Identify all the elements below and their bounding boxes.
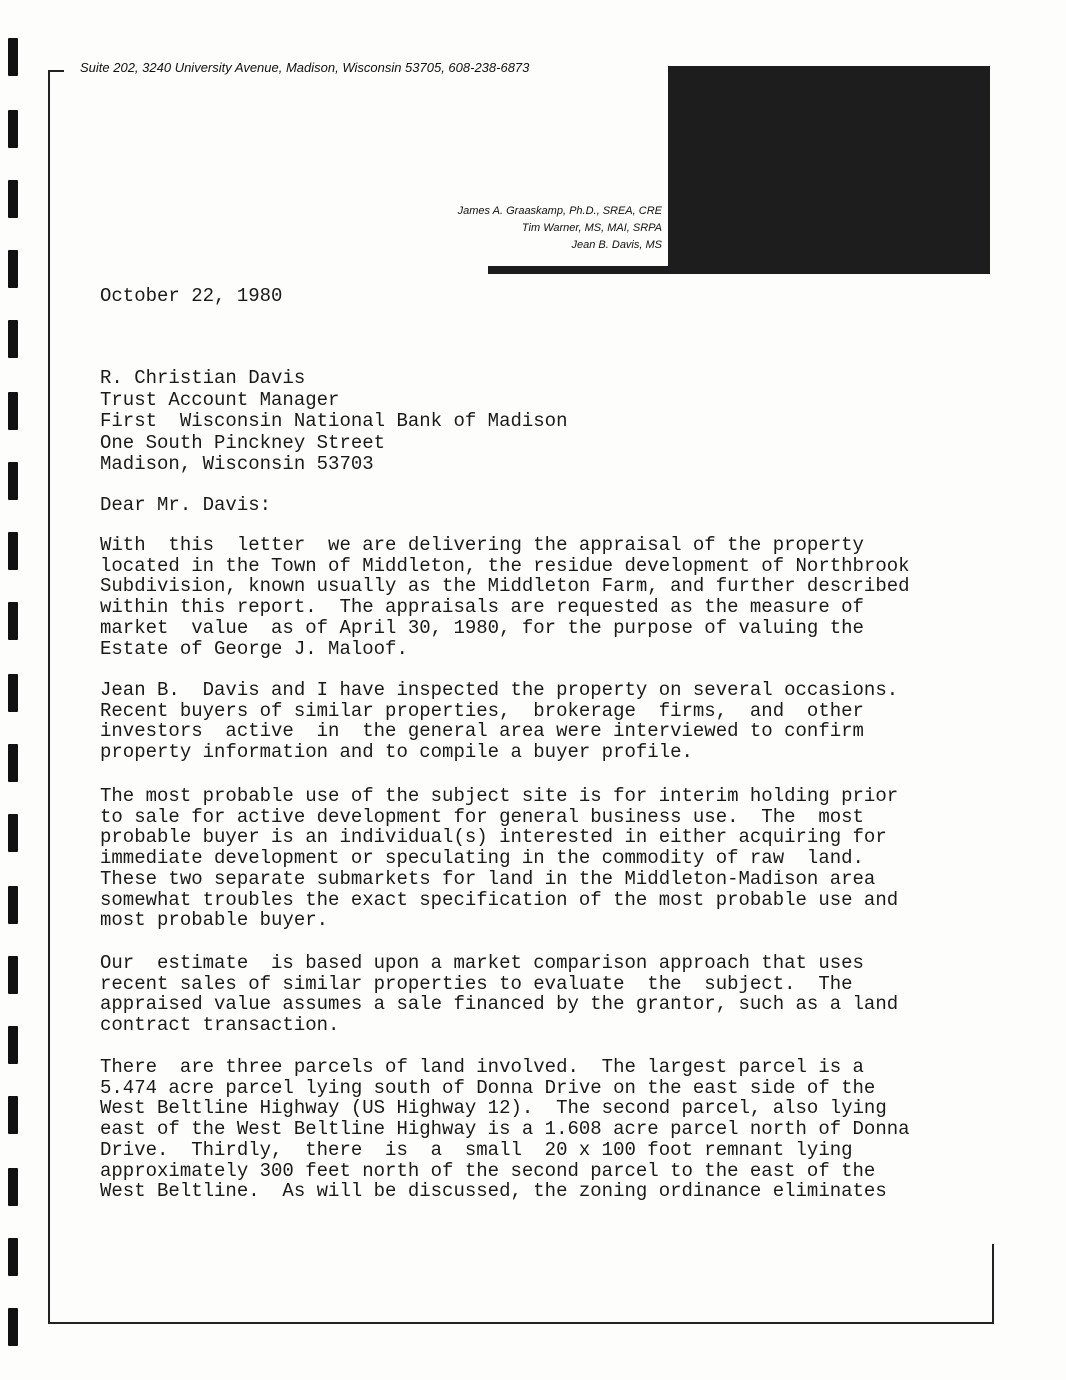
binder-hole [8, 674, 18, 712]
binder-hole [8, 814, 18, 852]
paragraph-line: appraised value assumes a sale financed by the grantor, such as a land [100, 993, 899, 1016]
paragraph-line: east of the West Beltline Highway is a 1.608 acre parcel north of Donna [100, 1118, 910, 1141]
binder-hole [8, 956, 18, 994]
letterhead-logo [668, 66, 990, 274]
binder-hole [8, 320, 18, 358]
addressee-line: Trust Account Manager [100, 388, 340, 411]
paragraph-parcels [100, 1057, 910, 1202]
paragraph-line: immediate development or speculating in the commodity of raw land. [100, 847, 864, 870]
addressee-line: One South Pinckney Street [100, 431, 386, 454]
paragraph-line: probable buyer is an individual(s) interested in either acquiring for [100, 826, 887, 849]
frame-top-rule [48, 70, 64, 72]
binder-hole [8, 250, 18, 288]
paragraph-line: to sale for active development for general business use. The most [100, 805, 864, 828]
paragraph-line: contract transaction. [100, 1014, 340, 1037]
letter-date: October 22, 1980 [100, 285, 283, 307]
staff-name: Tim Warner, MS, MAI, SRPA [521, 222, 662, 234]
paragraph-line: 5.474 acre parcel lying south of Donna Drive on the east side of the [100, 1076, 876, 1099]
paragraph-line: Drive. Thirdly, there is a small 20 x 100 foot remnant lying [100, 1138, 853, 1161]
paragraph-line: West Beltline. As will be discussed, the zoning ordinance eliminates [100, 1180, 887, 1203]
paragraph-line: Our estimate is based upon a market comparison approach that uses [100, 952, 864, 974]
frame-bottom-rule [48, 1322, 994, 1324]
letterhead-address: Suite 202, 3240 University Avenue, Madison, Wisconsin 53705, 608-238-6873 [80, 60, 530, 75]
paragraph-line: somewhat troubles the exact specification of the most probable use and [100, 888, 899, 911]
paragraph-estimate [100, 953, 898, 1036]
addressee-line: Madison, Wisconsin 53703 [100, 453, 374, 475]
paragraph-line: recent sales of similar properties to evaluate the subject. The [100, 972, 853, 995]
paragraph-line: investors active in the general area were interviewed to confirm [100, 720, 864, 743]
letterhead-rule [488, 266, 670, 274]
paragraph-delivery [100, 535, 910, 659]
binder-hole [8, 1308, 18, 1346]
paragraph-line: Estate of George J. Maloof. [100, 637, 408, 660]
binder-hole [8, 110, 18, 148]
addressee-line: First Wisconsin National Bank of Madison [100, 410, 568, 432]
binder-hole [8, 886, 18, 924]
paragraph-line: property information and to compile a buyer profile. [100, 741, 693, 764]
binder-hole [8, 744, 18, 782]
frame-right-rule [992, 1244, 994, 1324]
paragraph-line: most probable buyer. [100, 909, 329, 932]
binder-hole [8, 392, 18, 430]
paragraph-line: Recent buyers of similar properties, brokerage firms, and other [100, 699, 864, 722]
addressee-block [100, 368, 567, 476]
paragraph-line: West Beltline Highway (US Highway 12). The second parcel, also lying [100, 1097, 887, 1120]
paragraph-line: Jean B. Davis and I have inspected the property on several occasions. [100, 679, 899, 701]
paragraph-line: market value as of April 30, 1980, for the purpose of valuing the [100, 616, 864, 639]
paragraph-line: These two separate submarkets for land in the Middleton-Madison area [100, 867, 876, 890]
binder-hole [8, 1026, 18, 1064]
paragraph-line: located in the Town of Middleton, the residue development of Northbrook [100, 554, 910, 577]
binder-hole [8, 532, 18, 570]
paragraph-line: The most probable use of the subject site is for interim holding prior [100, 785, 899, 807]
binder-hole [8, 38, 18, 76]
staff-name: James A. Graaskamp, Ph.D., SREA, CRE [457, 205, 662, 217]
binder-hole [8, 180, 18, 218]
binder-hole [8, 462, 18, 500]
paragraph-line: approximately 300 feet north of the second parcel to the east of the [100, 1159, 876, 1182]
paragraph-line: With this letter we are delivering the appraisal of the property [100, 534, 864, 556]
letterhead-staff [380, 203, 662, 254]
paragraph-line: Subdivision, known usually as the Middleton Farm, and further described [100, 575, 910, 598]
binder-hole [8, 602, 18, 640]
paragraph-probable-use [100, 786, 898, 931]
addressee-line: R. Christian Davis [100, 367, 306, 389]
staff-name: Jean B. Davis, MS [571, 239, 662, 251]
paragraph-inspection [100, 680, 898, 763]
paragraph-line: within this report. The appraisals are requested as the measure of [100, 596, 864, 619]
binder-hole [8, 1096, 18, 1134]
binder-hole [8, 1168, 18, 1206]
salutation: Dear Mr. Davis: [100, 494, 272, 516]
binder-hole [8, 1238, 18, 1276]
paragraph-line: There are three parcels of land involved. The largest parcel is a [100, 1056, 864, 1078]
frame-left-rule [48, 70, 50, 1324]
